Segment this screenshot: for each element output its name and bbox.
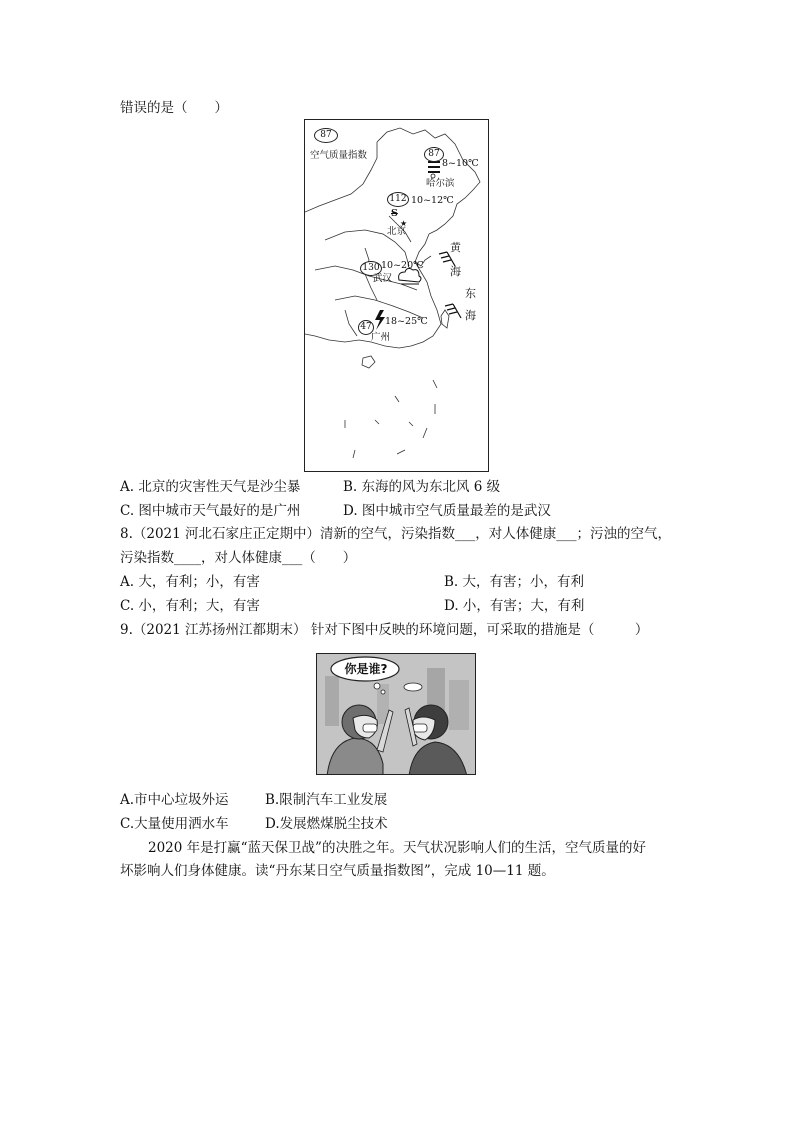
- q8-option-a: A. 大，有利；小，有害: [120, 574, 260, 590]
- q7-option-c: C. 图中城市天气最好的是广州: [120, 503, 301, 519]
- passage-line1: 2020 年是打赢“蓝天保卫战”的决胜之年。天气状况影响人们的生活，空气质量的好: [148, 840, 646, 856]
- sea-label-dong-2: 海: [465, 309, 476, 322]
- wuhan-temp: 10~20℃: [381, 260, 424, 271]
- q9-option-b: B.限制汽车工业发展: [265, 792, 388, 808]
- harbin-temp: 8~10℃: [442, 158, 479, 169]
- beijing-temp: 10~12℃: [411, 195, 454, 206]
- harbin-aqi: 87: [424, 147, 444, 162]
- beijing-name: 北京: [387, 226, 407, 237]
- q9-option-c: C.大量使用洒水车: [120, 816, 229, 832]
- sea-label-huang-1: 黄: [450, 241, 461, 254]
- sea-label-huang-2: 海: [450, 265, 461, 278]
- q8-stem-line2: 污染指数____，对人体健康___（ ）: [120, 550, 357, 566]
- smog-cartoon: [316, 653, 476, 775]
- q7-stem-tail: 错误的是（ ）: [120, 100, 228, 116]
- q8-option-d: D. 小，有害；大，有利: [444, 598, 585, 614]
- sea-label-dong-1: 东: [465, 287, 476, 300]
- map-outline: [305, 120, 490, 473]
- sandstorm-symbol: S: [391, 208, 398, 219]
- wuhan-aqi: 130: [360, 261, 382, 276]
- guangzhou-name: 广州: [371, 332, 391, 343]
- q9-option-d: D.发展燃煤脱尘技术: [265, 816, 388, 832]
- q8-option-c: C. 小，有利；大，有害: [120, 598, 260, 614]
- q8-option-b: B. 大，有害；小，有利: [444, 574, 585, 590]
- q7-option-b: B. 东海的风为东北风 6 级: [343, 479, 501, 495]
- legend-label: 空气质量指数: [310, 150, 368, 161]
- guangzhou-aqi: 47: [358, 320, 374, 335]
- q9-stem: 9.（2021 江苏扬州江都期末） 针对下图中反映的环境问题，可采取的措施是（ ）: [120, 622, 649, 638]
- q7-option-a: A. 北京的灾害性天气是沙尘暴: [120, 479, 301, 495]
- legend-aqi-oval: 87: [314, 128, 338, 143]
- cartoon-bubble-text: 你是谁?: [344, 662, 388, 676]
- q7-option-d: D. 图中城市空气质量最差的是武汉: [343, 503, 551, 519]
- beijing-aqi: 112: [387, 192, 409, 207]
- passage-line2: 坏影响人们身体健康。读“丹东某日空气质量指数图”，完成 10—11 题。: [120, 863, 555, 879]
- q9-option-a: A.市中心垃圾外运: [120, 792, 229, 808]
- china-weather-map: [304, 119, 489, 472]
- q8-stem-line1: 8.（2021 河北石家庄正定期中）清新的空气，污染指数___，对人体健康___；污浊的空气，: [120, 526, 672, 542]
- wuhan-name: 武汉: [373, 273, 393, 284]
- guangzhou-temp: 18~25℃: [385, 316, 428, 327]
- svg-text:★: ★: [400, 219, 408, 228]
- harbin-name: 哈尔滨: [426, 178, 455, 189]
